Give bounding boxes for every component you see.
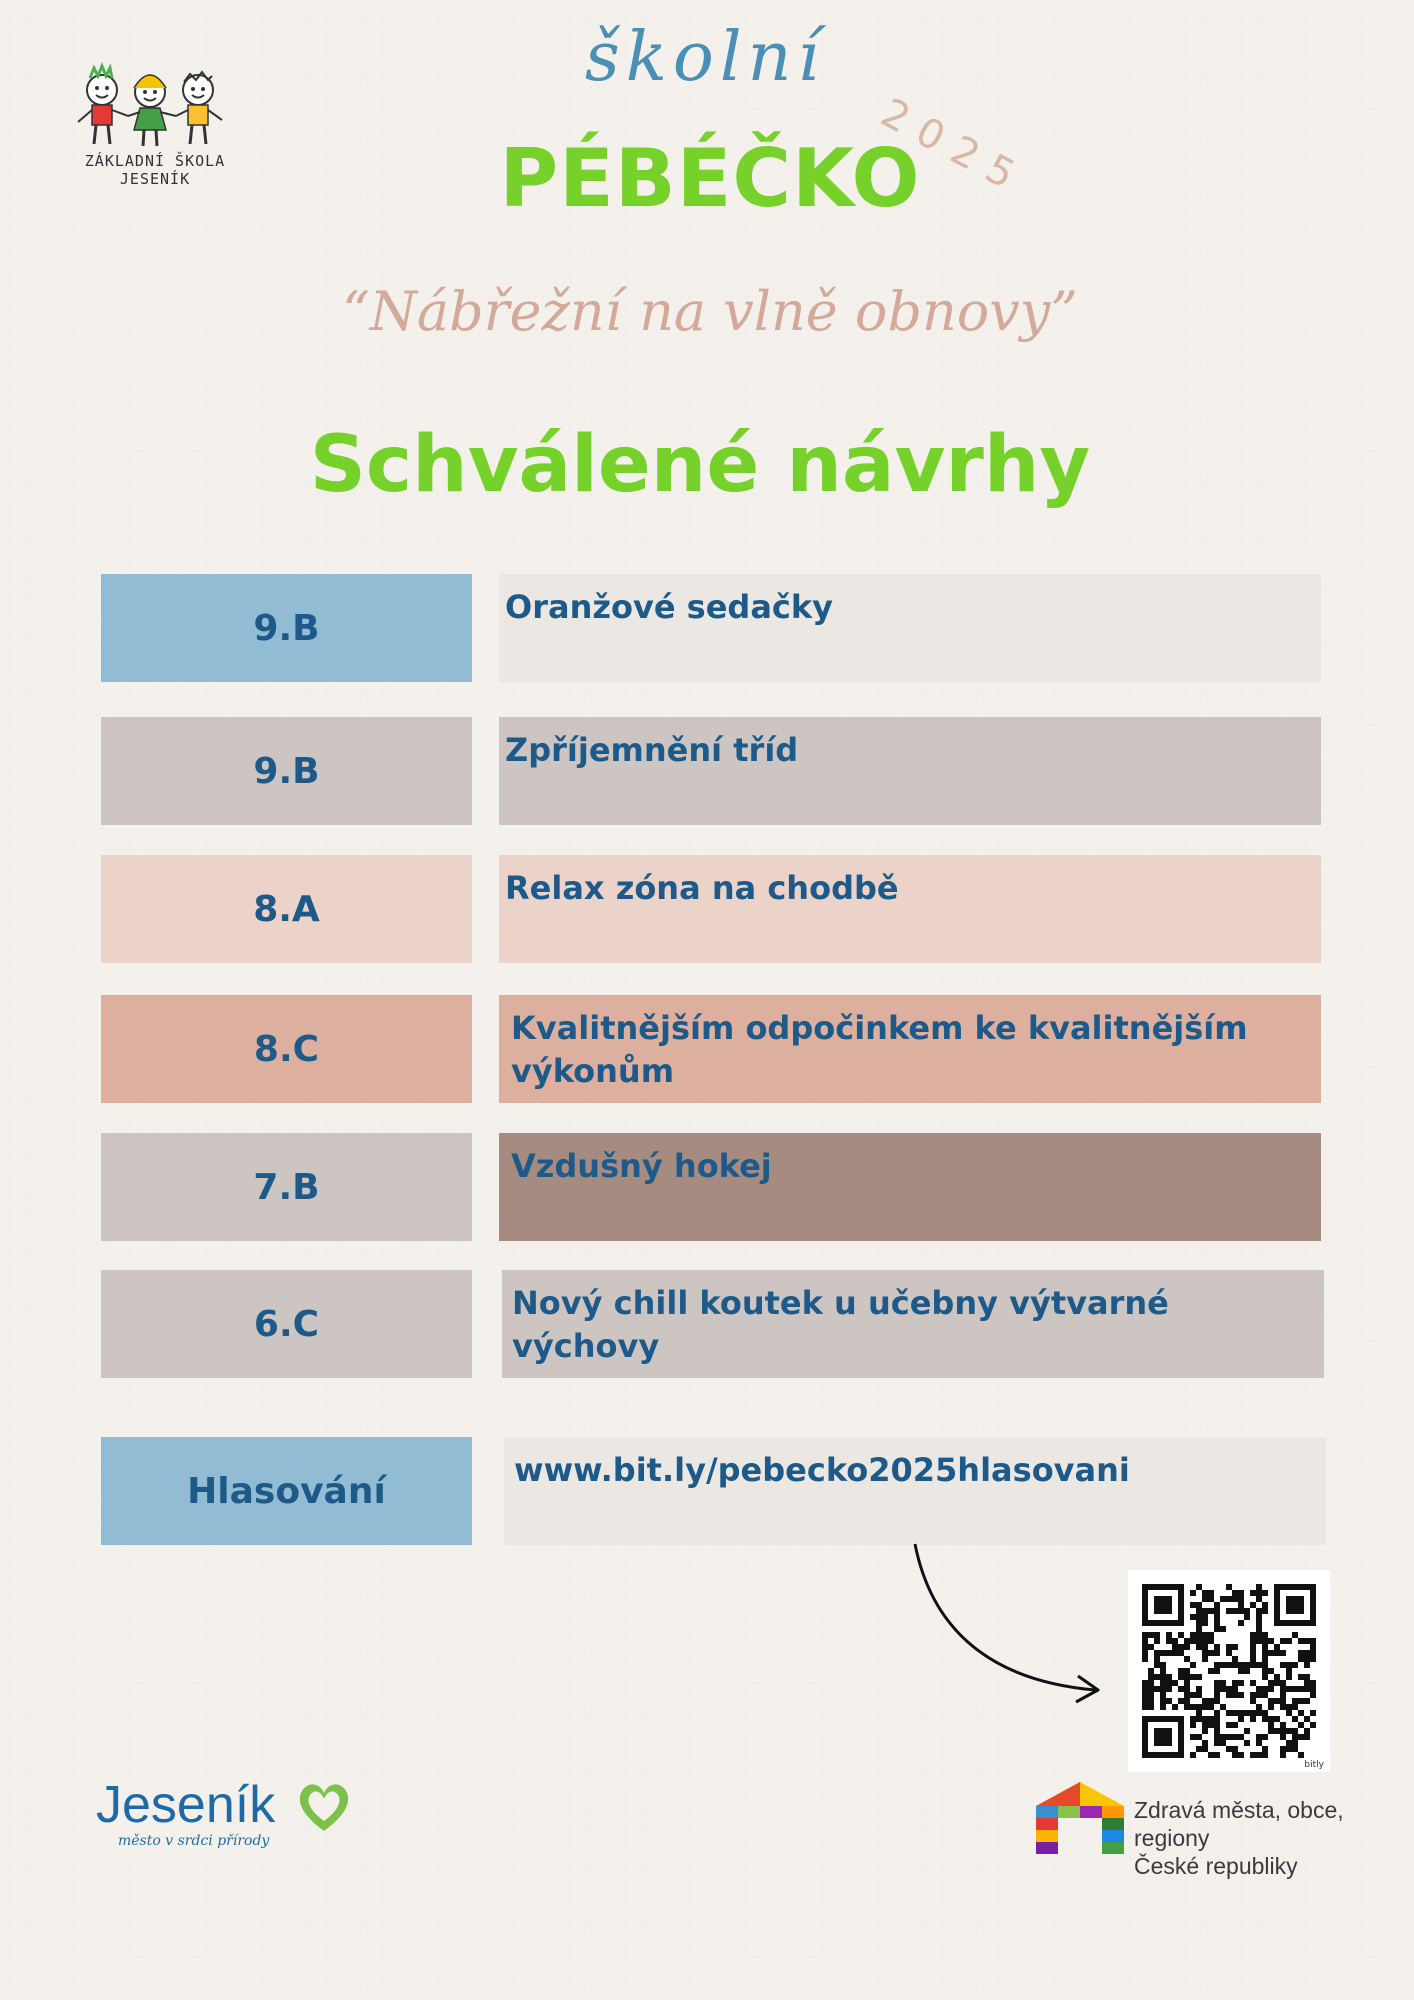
proposal-name: Kvalitnějším odpočinkem ke kvalitnějším výkonům bbox=[499, 995, 1321, 1103]
proposal-class: 6.C bbox=[101, 1270, 472, 1378]
proposal-row bbox=[0, 1133, 1414, 1241]
proposal-name: Nový chill koutek u učebny výtvarné výchovy bbox=[502, 1270, 1324, 1378]
proposal-class: 8.C bbox=[101, 995, 472, 1103]
proposal-class: 9.B bbox=[101, 574, 472, 682]
proposal-row bbox=[0, 855, 1414, 963]
jesenik-name: Jeseník bbox=[96, 1776, 276, 1834]
proposal-name: Vzdušný hokej bbox=[499, 1133, 1321, 1241]
proposal-row bbox=[0, 995, 1414, 1103]
qr-code-icon bbox=[1128, 1570, 1330, 1772]
voting-row bbox=[0, 1437, 1414, 1545]
header-year: 2025 bbox=[873, 90, 1035, 205]
healthy-cities-line1: Zdravá města, obce, regiony bbox=[1134, 1797, 1344, 1851]
proposal-row bbox=[0, 1270, 1414, 1378]
motto: “Nábřežní na vlně obnovy” bbox=[342, 280, 1078, 343]
proposal-name: Zpříjemnění tříd bbox=[499, 717, 1321, 825]
proposal-name: Oranžové sedačky bbox=[499, 574, 1321, 682]
proposal-row bbox=[0, 717, 1414, 825]
proposal-class: 7.B bbox=[101, 1133, 472, 1241]
arrow-icon bbox=[900, 1540, 1110, 1720]
qr-code[interactable] bbox=[1128, 1570, 1330, 1772]
proposal-class: 8.A bbox=[101, 855, 472, 963]
header-script-text: školní bbox=[584, 18, 826, 97]
healthy-cities-line2: České republiky bbox=[1134, 1853, 1298, 1879]
jesenik-tagline: město v srdci přírody bbox=[118, 1833, 270, 1849]
school-logo bbox=[60, 50, 250, 190]
school-logo-text: ZÁKLADNÍ ŠKOLA JESENÍK bbox=[84, 152, 226, 188]
healthy-cities-text bbox=[1134, 1796, 1392, 1880]
section-title: Schválené návrhy bbox=[309, 420, 1091, 510]
proposal-class: 9.B bbox=[101, 717, 472, 825]
voting-url-link[interactable]: www.bit.ly/pebecko2025hlasovani bbox=[504, 1437, 1326, 1545]
house-logo-icon bbox=[1032, 1778, 1128, 1856]
heart-icon bbox=[296, 1781, 352, 1833]
qr-label: bitly bbox=[1304, 1760, 1324, 1770]
children-logo-icon bbox=[70, 60, 240, 150]
jesenik-logo bbox=[96, 1775, 376, 1855]
page-title: PÉBÉČKO bbox=[499, 132, 921, 225]
proposal-row bbox=[0, 574, 1414, 682]
proposal-name: Relax zóna na chodbě bbox=[499, 855, 1321, 963]
healthy-cities-logo bbox=[1032, 1778, 1392, 1879]
voting-label: Hlasování bbox=[101, 1437, 472, 1545]
